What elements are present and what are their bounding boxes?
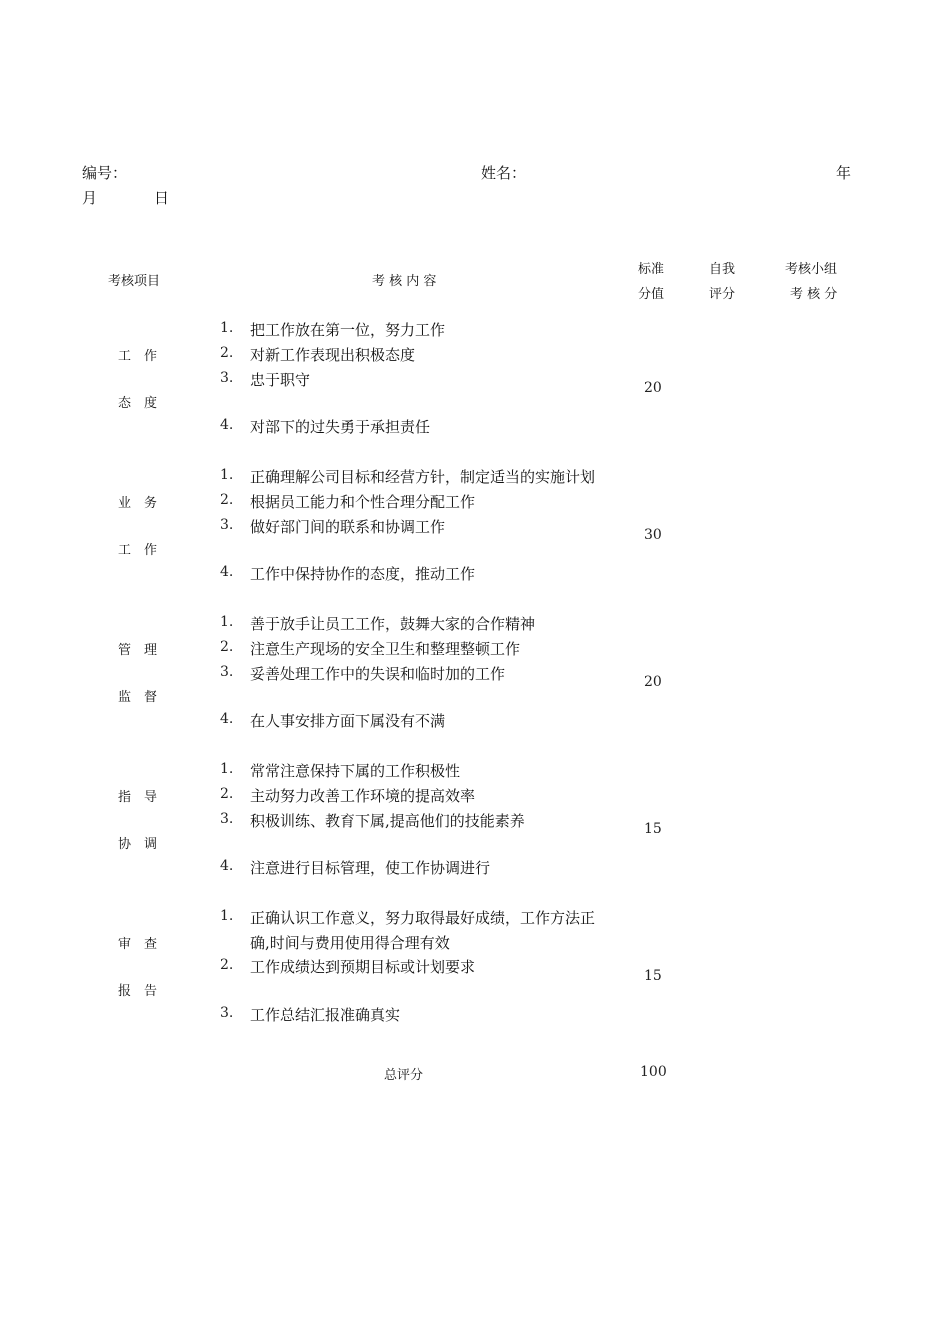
item-text: 对部下的过失勇于承担责任 — [250, 418, 431, 436]
item-text: 做好部门间的联系和协调工作 — [250, 518, 446, 536]
day-label: 日 — [154, 189, 170, 207]
standard-score: 15 — [644, 821, 662, 837]
month-label: 月 — [82, 189, 98, 207]
category-line1: 审 查 — [118, 937, 158, 952]
total-label: 总评分 — [384, 1068, 424, 1083]
item-number: 1. — [220, 761, 234, 777]
item-text: 注意生产现场的安全卫生和整理整顿工作 — [250, 640, 521, 658]
category-line2: 协 调 — [118, 837, 158, 852]
item-text: 注意进行目标管理，使工作协调进行 — [250, 859, 491, 877]
item-text: 工作总结汇报准确真实 — [250, 1006, 401, 1024]
item-number: 2. — [220, 639, 234, 655]
category-line2: 报 告 — [118, 984, 158, 999]
name-label: 姓名： — [481, 164, 527, 182]
column-header-content: 考 核 内 容 — [372, 274, 437, 289]
item-number: 3. — [220, 370, 234, 386]
item-number: 1. — [220, 908, 234, 924]
item-text: 工作中保持协作的态度，推动工作 — [250, 565, 476, 583]
item-number: 1. — [220, 320, 234, 336]
item-number: 2. — [220, 345, 234, 361]
standard-score: 15 — [644, 968, 662, 984]
column-header-item: 考核项目 — [108, 274, 161, 289]
category-line2: 态 度 — [118, 396, 158, 411]
item-text: 在人事安排方面下属没有不满 — [250, 712, 446, 730]
column-header-standard-line1: 标准 — [638, 262, 665, 277]
item-text: 忠于职守 — [250, 371, 311, 389]
item-number: 4. — [220, 858, 234, 874]
item-number: 2. — [220, 786, 234, 802]
item-number: 4. — [220, 711, 234, 727]
standard-score: 20 — [644, 674, 662, 690]
item-text: 根据员工能力和个性合理分配工作 — [250, 493, 476, 511]
column-header-group-line1: 考核小组 — [785, 262, 838, 277]
year-label: 年 — [836, 164, 852, 182]
item-text: 主动努力改善工作环境的提高效率 — [250, 787, 476, 805]
item-text: 善于放手让员工工作，鼓舞大家的合作精神 — [250, 615, 536, 633]
column-header-self-line1: 自我 — [709, 262, 736, 277]
category-line1: 工 作 — [118, 349, 158, 364]
item-text: 工作成绩达到预期目标或计划要求 — [250, 958, 476, 976]
item-text: 妥善处理工作中的失误和临时加的工作 — [250, 665, 506, 683]
item-text: 常常注意保持下属的工作积极性 — [250, 762, 461, 780]
item-number: 2. — [220, 492, 234, 508]
item-text: 对新工作表现出积极态度 — [250, 346, 416, 364]
item-number: 1. — [220, 467, 234, 483]
item-number: 3. — [220, 811, 234, 827]
category-line1: 业 务 — [118, 496, 158, 511]
category-line2: 监 督 — [118, 690, 158, 705]
item-number: 3. — [220, 664, 234, 680]
item-number: 4. — [220, 417, 234, 433]
column-header-standard-line2: 分值 — [638, 287, 665, 302]
number-label: 编号： — [82, 164, 128, 182]
column-header-group-line2: 考 核 分 — [790, 287, 838, 302]
category-line2: 工 作 — [118, 543, 158, 558]
item-text: 把工作放在第一位，努力工作 — [250, 321, 446, 339]
standard-score: 20 — [644, 380, 662, 396]
item-number: 3. — [220, 1005, 234, 1021]
item-number: 2. — [220, 957, 234, 973]
item-text-continuation: 确,时间与费用使用得合理有效 — [250, 934, 450, 952]
item-number: 4. — [220, 564, 234, 580]
total-score: 100 — [640, 1064, 667, 1080]
category-line1: 管 理 — [118, 643, 158, 658]
item-number: 1. — [220, 614, 234, 630]
item-number: 3. — [220, 517, 234, 533]
item-text: 正确理解公司目标和经营方针，制定适当的实施计划 — [250, 468, 596, 486]
item-text: 积极训练、教育下属,提高他们的技能素养 — [250, 812, 525, 830]
category-line1: 指 导 — [118, 790, 158, 805]
standard-score: 30 — [644, 527, 662, 543]
item-text: 正确认识工作意义，努力取得最好成绩，工作方法正 — [250, 909, 596, 927]
column-header-self-line2: 评分 — [709, 287, 736, 302]
